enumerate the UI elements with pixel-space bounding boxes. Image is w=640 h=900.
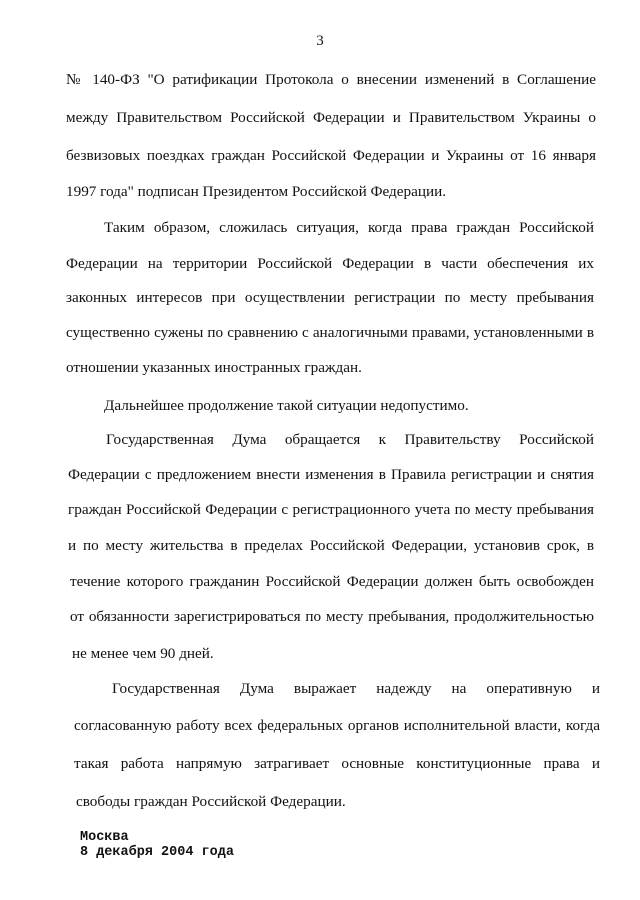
- text-line: Государственная Дума выражает надежду на оперативную и: [112, 680, 600, 697]
- text-line: свободы граждан Российской Федерации.: [76, 793, 346, 810]
- signature-date: 8 декабря 2004 года: [80, 845, 234, 860]
- text-line: отношении указанных иностранных граждан.: [66, 359, 362, 376]
- text-line: Федерации с предложением внести изменения в Правила регистрации и снятия: [68, 466, 594, 483]
- text-line: согласованную работу всех федеральных органов исполнительной власти, когда: [74, 717, 600, 734]
- text-line: между Правительством Российской Федерации и Правительством Украины о: [66, 109, 596, 126]
- text-line: течение которого гражданин Российской Федерации должен быть освобожден: [70, 573, 594, 590]
- text-line: Государственная Дума обращается к Правительству Российской: [106, 431, 594, 448]
- text-line: безвизовых поездках граждан Российской Федерации и Украины от 16 января: [66, 147, 596, 164]
- text-line: не менее чем 90 дней.: [72, 645, 214, 662]
- text-line: Таким образом, сложилась ситуация, когда права граждан Российской: [104, 219, 594, 236]
- page-number: 3: [316, 33, 324, 49]
- text-line: № 140-ФЗ "О ратификации Протокола о внесении изменений в Соглашение: [66, 71, 596, 88]
- text-line: существенно сужены по сравнению с аналогичными правами, установленными в: [66, 324, 594, 341]
- text-line: такая работа напрямую затрагивает основные конституционные права и: [74, 755, 600, 772]
- text-line: граждан Российской Федерации с регистрационного учета по месту пребывания: [68, 501, 594, 518]
- text-line: Федерации на территории Российской Федерации в части обеспечения их: [66, 255, 594, 272]
- text-line: от обязанности зарегистрироваться по месту пребывания, продолжительностью: [70, 608, 594, 625]
- text-line: Дальнейшее продолжение такой ситуации недопустимо.: [104, 397, 469, 414]
- text-line: законных интересов при осуществлении регистрации по месту пребывания: [66, 289, 594, 306]
- text-line: и по месту жительства в пределах Российской Федерации, установив срок, в: [68, 537, 594, 554]
- signature-city: Москва: [80, 830, 129, 845]
- text-line: 1997 года" подписан Президентом Российской Федерации.: [66, 183, 447, 200]
